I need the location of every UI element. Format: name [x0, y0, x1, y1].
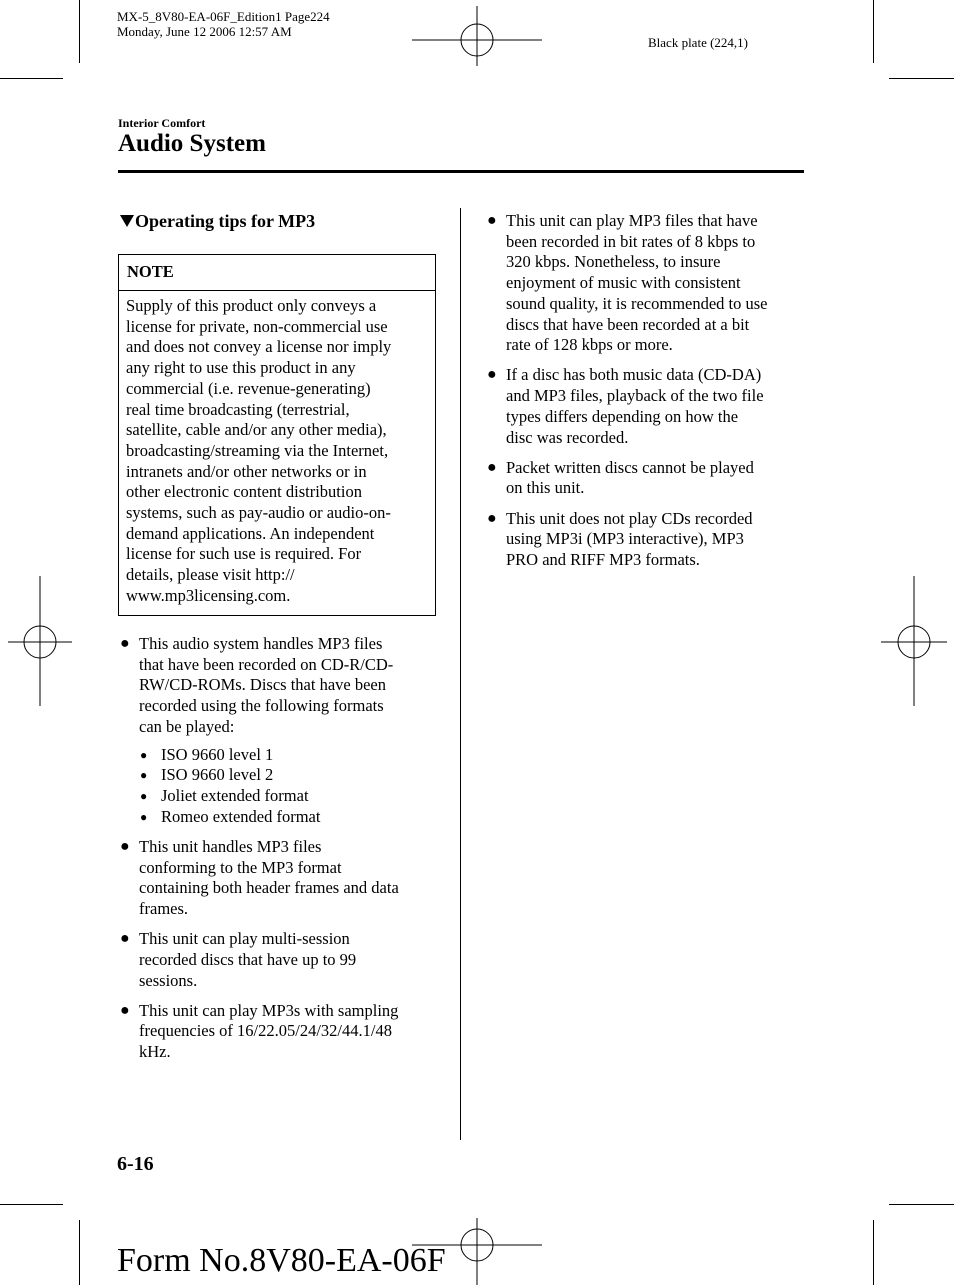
list-line: and MP3 files, playback of the two file: [506, 386, 764, 406]
section-heading-text: Operating tips for MP3: [135, 211, 316, 231]
small-bullet-icon: ●: [140, 788, 148, 803]
list-item: [485, 211, 815, 356]
list-item: [485, 509, 815, 571]
bullet-icon: ●: [487, 509, 497, 527]
list-line: conforming to the MP3 format: [139, 857, 342, 877]
note-line: intranets and/or other networks or in: [126, 461, 367, 481]
small-bullet-icon: ●: [140, 747, 148, 762]
list-line: Packet written discs cannot be played: [506, 457, 754, 477]
list-line: that have been recorded on CD-R/CD-: [139, 654, 394, 674]
list-line: sessions.: [139, 970, 198, 990]
note-line: Supply of this product only conveys a: [126, 296, 377, 315]
list-line: using MP3i (MP3 interactive), MP3: [506, 529, 744, 549]
format-list: [139, 745, 448, 828]
list-line: This unit can play multi-session: [139, 929, 350, 949]
bullet-icon: ●: [120, 837, 130, 855]
left-bullet-list: [118, 634, 448, 1072]
format-item: [139, 765, 448, 786]
section-label: Interior Comfort: [118, 116, 206, 130]
list-item: [118, 929, 448, 991]
bullet-icon: ●: [487, 366, 497, 384]
bullet-icon: ●: [487, 212, 497, 229]
list-line: sound quality, it is recommended to use: [506, 293, 768, 313]
list-line: recorded discs that have up to 99: [139, 949, 357, 969]
form-number: Form No.8V80-EA-06F: [117, 1242, 446, 1279]
note-line: other electronic content distribution: [126, 482, 362, 502]
list-line: 320 kbps. Nonetheless, to insure: [506, 252, 721, 272]
bullet-icon: ●: [487, 458, 497, 476]
note-line: broadcasting/streaming via the Internet,: [126, 440, 389, 460]
list-line: been recorded in bit rates of 8 kbps to: [506, 231, 756, 251]
list-line: This unit does not play CDs recorded: [506, 508, 753, 528]
list-line: This unit can play MP3 files that have: [506, 211, 758, 230]
list-line: This unit can play MP3s with sampling: [139, 1000, 399, 1020]
small-bullet-icon: ●: [140, 768, 148, 783]
black-plate-label: Black plate (224,1): [648, 35, 748, 50]
note-line: license for such use is required. For: [126, 544, 362, 564]
note-body: [119, 291, 435, 607]
list-line: If a disc has both music data (CD-DA): [506, 365, 762, 385]
list-line: enjoyment of music with consistent: [506, 273, 741, 293]
list-line: discs that have been recorded at a bit: [506, 314, 750, 334]
title-rule: [118, 170, 804, 173]
column-divider: [460, 208, 461, 1140]
page-title: Audio System: [118, 130, 266, 157]
small-bullet-icon: ●: [140, 809, 148, 824]
right-bullet-list: [485, 211, 815, 580]
bullet-icon: ●: [120, 930, 130, 948]
list-item: [485, 365, 815, 448]
list-line: PRO and RIFF MP3 formats.: [506, 550, 700, 570]
list-line: recorded using the following formats: [139, 696, 384, 716]
note-line: systems, such as pay-audio or audio-on-: [126, 503, 391, 523]
list-line: disc was recorded.: [506, 427, 629, 447]
format-item: [139, 745, 448, 766]
note-line: license for private, non-commercial use: [126, 316, 388, 336]
section-heading: [118, 211, 315, 232]
list-line: rate of 128 kbps or more.: [506, 335, 673, 355]
bullet-icon: ●: [120, 635, 130, 652]
list-line: kHz.: [139, 1042, 171, 1062]
list-line: containing both header frames and data: [139, 878, 399, 898]
note-line: real time broadcasting (terrestrial,: [126, 399, 350, 419]
note-line: and does not convey a license nor imply: [126, 337, 392, 357]
format-item: [139, 807, 448, 828]
bullet-icon: ●: [120, 1001, 130, 1019]
triangle-down-icon: [118, 213, 135, 228]
print-header-date: Monday, June 12 2006 12:57 AM: [117, 24, 292, 39]
note-line: commercial (i.e. revenue-generating): [126, 378, 371, 398]
list-line: types differs depending on how the: [506, 406, 739, 426]
list-line: frequencies of 16/22.05/24/32/44.1/48: [139, 1021, 392, 1041]
registration-mark-left: [8, 576, 72, 706]
format-text: ISO 9660 level 2: [161, 765, 274, 785]
note-line: any right to use this product in any: [126, 358, 356, 378]
list-line: can be played:: [139, 716, 235, 736]
list-line: frames.: [139, 898, 189, 918]
list-item: [118, 1001, 448, 1063]
note-box: [118, 254, 436, 616]
note-line: satellite, cable and/or any other media),: [126, 420, 387, 440]
print-header: [117, 9, 330, 39]
registration-mark-top: [412, 6, 542, 66]
print-header-file: MX-5_8V80-EA-06F_Edition1 Page224: [117, 9, 330, 24]
note-line: www.mp3licensing.com.: [126, 585, 291, 605]
list-line: RW/CD-ROMs. Discs that have been: [139, 675, 387, 695]
registration-mark-right: [881, 576, 947, 706]
format-text: Romeo extended format: [161, 806, 321, 826]
page-number: 6-16: [117, 1153, 154, 1175]
format-item: [139, 786, 448, 807]
note-line: demand applications. An independent: [126, 523, 375, 543]
list-line: This audio system handles MP3 files: [139, 634, 383, 653]
format-text: Joliet extended format: [161, 785, 309, 805]
list-item: [118, 634, 448, 827]
format-text: ISO 9660 level 1: [161, 744, 274, 764]
note-line: details, please visit http://: [126, 565, 295, 585]
list-item: [118, 837, 448, 920]
list-line: This unit handles MP3 files: [139, 836, 322, 856]
list-item: [485, 458, 815, 499]
list-line: on this unit.: [506, 478, 585, 498]
note-label: NOTE: [119, 255, 435, 291]
